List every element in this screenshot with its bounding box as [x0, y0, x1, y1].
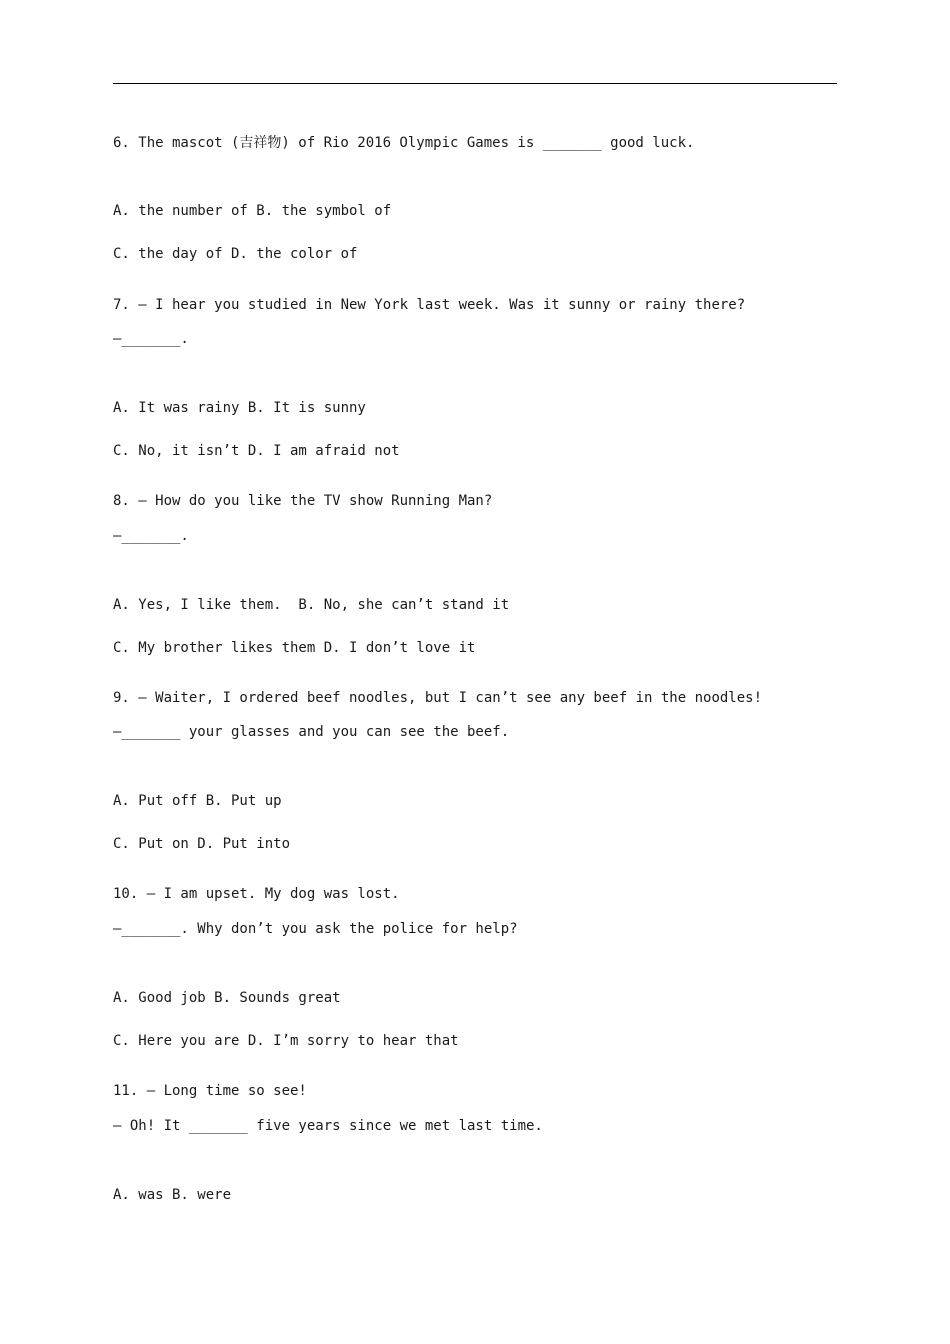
- question-6-options-cd: C. the day of D. the color of: [113, 246, 358, 262]
- question-8-options-ab: A. Yes, I like them. B. No, she can’t stand it: [113, 597, 510, 613]
- question-9-options-cd: C. Put on D. Put into: [113, 836, 291, 852]
- question-7-reply: —_______.: [113, 331, 189, 347]
- question-6-stem: 6. The mascot (吉祥物) of Rio 2016 Olympic Games is _______ good luck.: [113, 135, 695, 151]
- question-9-reply: —_______ your glasses and you can see the beef.: [113, 724, 510, 740]
- question-7-options-cd: C. No, it isn’t D. I am afraid not: [113, 443, 400, 459]
- question-8-stem: 8. — How do you like the TV show Running Man?: [113, 493, 493, 509]
- question-10-reply: —_______. Why don’t you ask the police for help?: [113, 921, 518, 937]
- question-7-stem: 7. — I hear you studied in New York last week. Was it sunny or rainy there?: [113, 297, 746, 313]
- header-rule: [113, 83, 837, 84]
- question-9-options-ab: A. Put off B. Put up: [113, 793, 282, 809]
- question-6-options-ab: A. the number of B. the symbol of: [113, 203, 392, 219]
- question-11-stem: 11. — Long time so see!: [113, 1083, 307, 1099]
- question-7-options-ab: A. It was rainy B. It is sunny: [113, 400, 366, 416]
- question-8-reply: —_______.: [113, 528, 189, 544]
- question-10-stem: 10. — I am upset. My dog was lost.: [113, 886, 400, 902]
- question-11-reply: — Oh! It _______ five years since we met last time.: [113, 1118, 543, 1134]
- question-8-options-cd: C. My brother likes them D. I don’t love it: [113, 640, 476, 656]
- question-10-options-ab: A. Good job B. Sounds great: [113, 990, 341, 1006]
- question-11-options-ab: A. was B. were: [113, 1187, 232, 1203]
- question-10-options-cd: C. Here you are D. I’m sorry to hear that: [113, 1033, 459, 1049]
- question-9-stem: 9. — Waiter, I ordered beef noodles, but I can’t see any beef in the noodles!: [113, 690, 763, 706]
